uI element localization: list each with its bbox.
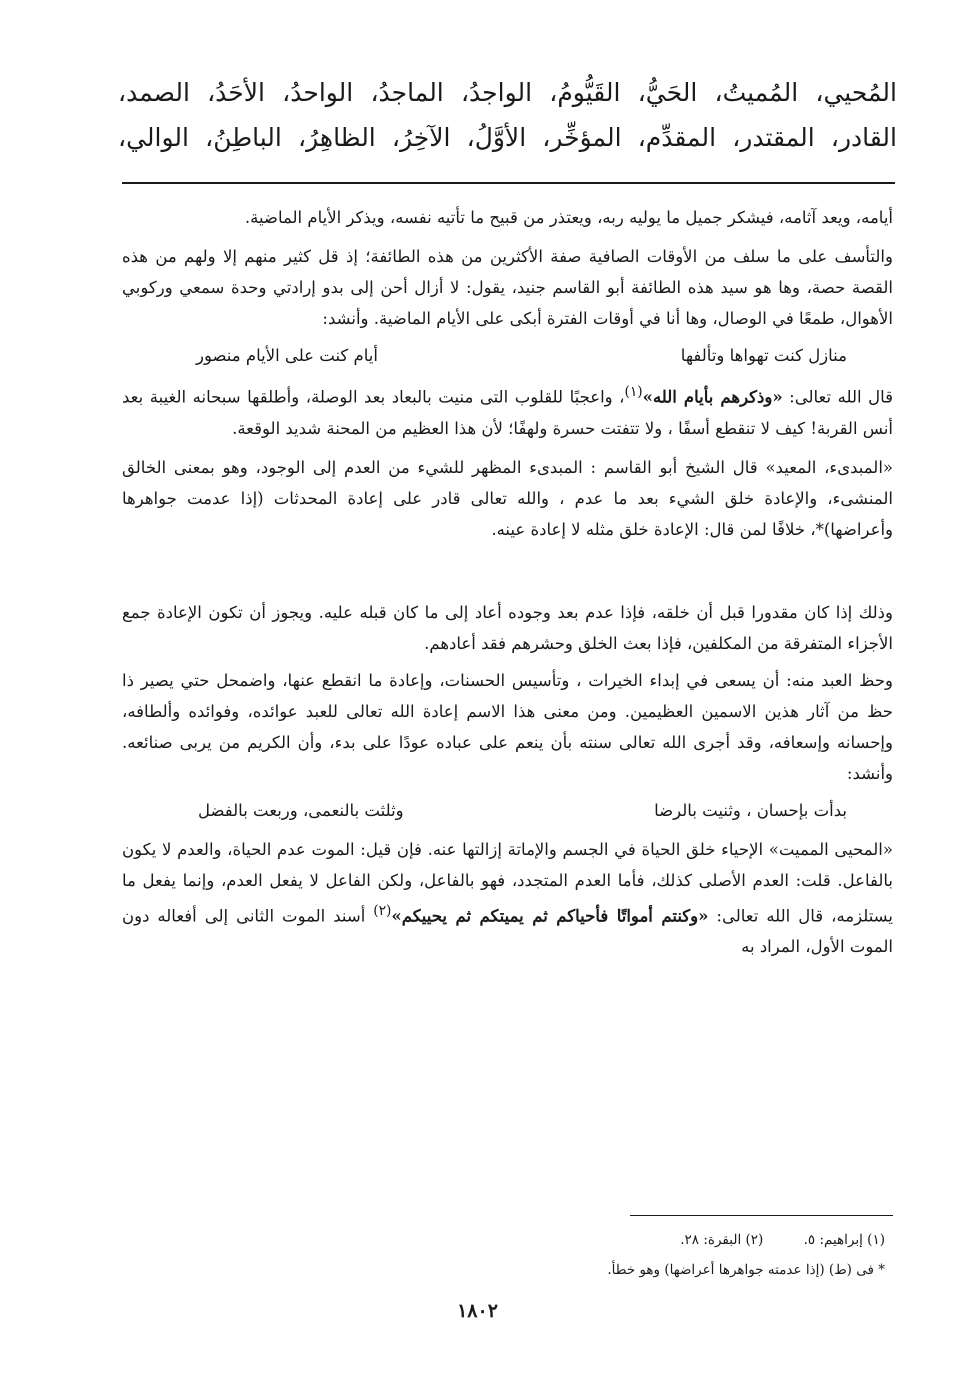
verse-1-first-hemistich: منازل كنت تهواها وتألفها <box>680 346 847 365</box>
footnote-line-1 <box>300 1225 885 1255</box>
header-divider <box>122 182 895 184</box>
paragraph-2: والتأسف على ما سلف من الأوقات الصافية صفة الأكثرين من هذه الطائفة؛ إذ قل كثير منهم إلا ولهم من هذه القصة حصة، وها هو سيد هذه الطائفة أبو القاسم جنيد، يقول: لا أزال أحن إلى بدو إرادتي وحدة سمعي وركوبي الأهوال، طمعًا في الوصال، وها أنا في أوقات الفترة أبكى على الأيام الماضية. وأنشد: <box>122 247 893 328</box>
paragraph-4: «المبدىء، المعيد» قال الشيخ أبو القاسم : المبدىء المظهر للشيء من العدم إلى الوجود، وهو بمعنى الخالق المنشىء، والإعادة خلق الشيء بعد ما عدم ، والله تعالى قادر على إعادة المحدثات (إذا عدمت جواهرها وأعراضها)*، خلافًا لمن قال: الإعادة خلق مثله لا إعادة عينه. <box>122 457 893 539</box>
commentary-body <box>122 202 893 970</box>
paragraph-5: وذلك إذا كان مقدورا قبل أن خلقه، فإذا عدم بعد وجوده أعاد إلى ما كان قبله عليه. ويجوز أن تكون الإعادة جمع الأجزاء المتفرقة من المكلفين، فإذا بعث الخلق وحشرهم فقد أعادهم. <box>122 602 893 653</box>
footnote-2: (٢) البقرة: ٢٨. <box>680 1232 764 1248</box>
p3-rest: ، واعجبًا للقلوب التى منيت بالبعاد بعد الوصلة، وأطلقها سبحانه الغيبة بعد أنس القربة! كيف لا تنقطع أسفًا ، ولا تتفتت حسرة ولهفًا؛ لأن هذا العظيم من المحنة شديد الوقعة. <box>122 387 893 438</box>
names-line-1: المُحيي، المُميتُ، الحَيُّ، القَيُّومُ، الواجدُ، الماجدُ، الواحدُ، الأحَدُ، الصمد، <box>118 78 897 107</box>
paragraph-6: وحظ العبد منه: أن يسعى في إبداء الخيرات ، وتأسيس الحسنات، وإعادة ما انقطع عنها، واضمحل حتي يصير ذا حظ من آثار هذين الاسمين العظيمين. ومن معنى هذا الاسم إعادة الله تعالى للعبد عوائده، وفوائده وألطافه، وإحسانه وإسعافه، وقد أجرى الله تعالى سنته بأن ينعم على عباده عودًا على بدء، وأن الكريم من يربى صنائعه. وأنشد: <box>122 670 893 783</box>
paragraph-7 <box>122 834 893 963</box>
footnote-ref-2: (٢) <box>373 902 392 919</box>
footnote-divider <box>630 1215 893 1216</box>
p7-intro: «المحيى المميت» الإحياء خلق الحياة في الجسم والإماتة إزالتها عنه. فإن قيل: الموت عدم الحياة، والعدم لا يكون بالفاعل. قلت: العدم الأصلى كذلك، فأما العدم المتجدد، فهو بالفاعل، ولكن الفاعل لا يفعل العدم، وإنما يفعل ما يستلزمه، قال الله تعالى: <box>122 839 893 925</box>
footnote-3: * فى (ط) (إذا عدمته جواهرها أعراضها) وهو خطأ. <box>607 1262 885 1278</box>
p7-rest: أسند الموت الثانى إلى أفعاله دون الموت الأول، المراد به <box>122 906 893 956</box>
paragraph-1: أيامه، ويعد آثامه، فيشكر جميل ما يوليه ربه، ويعتذر من قبيح ما تأتيه نفسه، ويذكر الأيام الماضية. <box>244 208 893 227</box>
p3-intro: قال الله تعالى: <box>782 387 893 407</box>
verse-2-first-hemistich: بدأت بإحسان ، وثنيت بالرضا <box>654 800 847 820</box>
verse-1-second-hemistich: أيام كنت على الأيام منصور <box>196 346 378 365</box>
footnote-1: (١) إبراهيم: ٥. <box>803 1232 885 1248</box>
quran-quote-1: «وذكرهم بأيام الله» <box>642 387 783 407</box>
verse-2 <box>198 795 847 826</box>
footnotes <box>300 1225 885 1285</box>
footnote-ref-1: (١) <box>624 384 643 400</box>
quran-quote-2: «وكنتم أمواتًا فأحياكم ثم يميتكم ثم يحييكم» <box>391 906 709 925</box>
verse-1 <box>196 340 847 371</box>
paragraph-3 <box>122 377 893 444</box>
page-number: ١٨٠٢ <box>457 1300 498 1322</box>
names-line-2: القادر، المقتدر، المقدِّم، المؤخِّر، الأوَّلُ، الآخِرُ، الظاهِرُ، الباطِنُ، الوالي، <box>118 123 897 152</box>
names-header <box>118 70 897 160</box>
verse-2-second-hemistich: وثلثت بالنعمى، وربعت بالفضل <box>198 800 404 820</box>
